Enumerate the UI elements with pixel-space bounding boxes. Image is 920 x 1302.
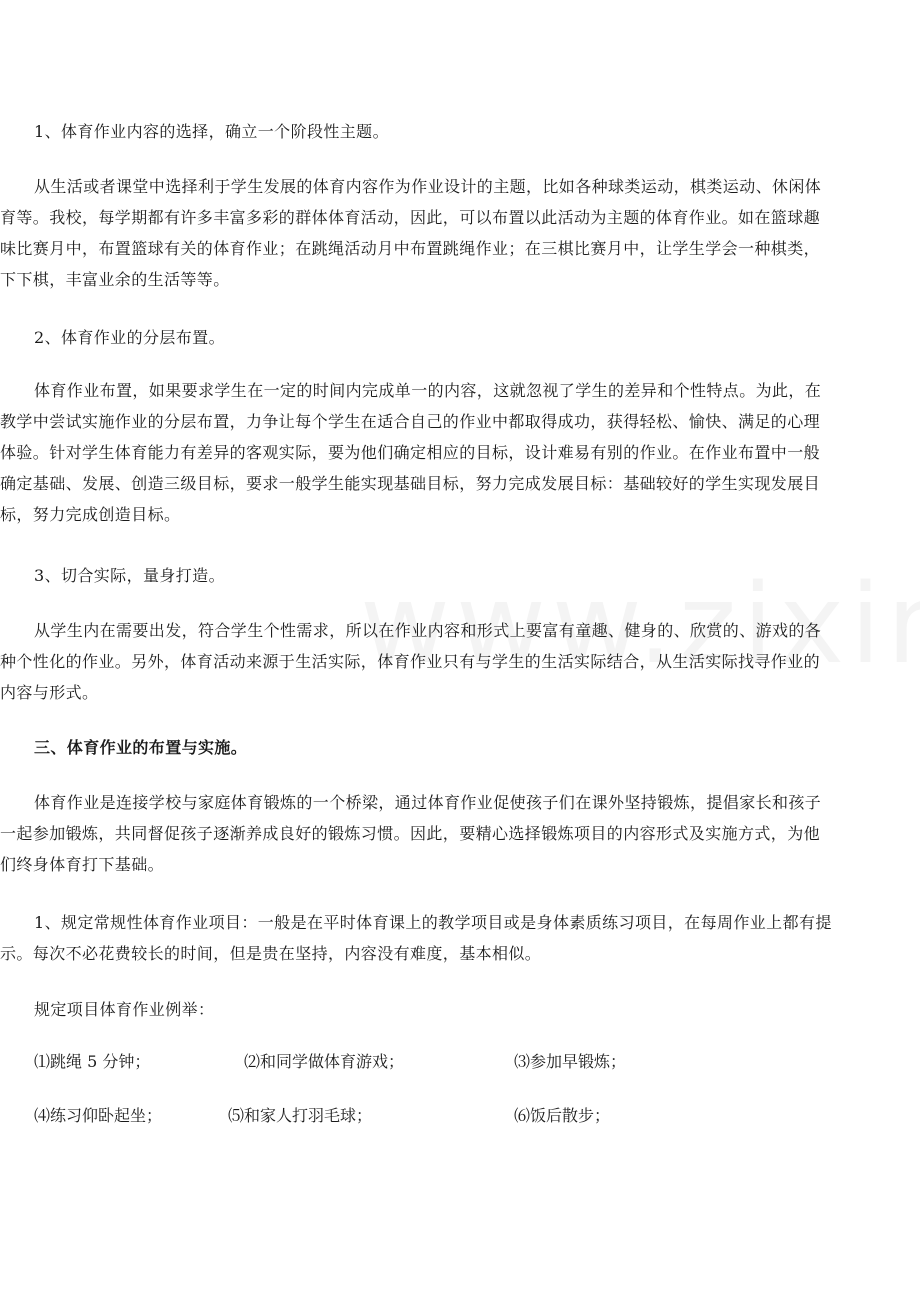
paragraph-examples-label: 规定项目体育作业例举： (34, 1000, 215, 1019)
text-line: 体育作业是连接学校与家庭体育锻炼的一个桥梁，通过体育作业促使孩子们在课外坚持锻炼，提倡家长和孩子 (34, 793, 822, 812)
example-items-row-1 (34, 1046, 894, 1077)
example-items-row-2 (34, 1100, 894, 1131)
text-line: 确定基础、发展、创造三级目标，要求一般学生能实现基础目标，努力完成发展目标：基础较好的学生实现发展目 (0, 474, 821, 493)
text-line: 标，努力完成创造目标。 (0, 505, 181, 524)
text-line: 1、规定常规性体育作业项目：一般是在平时体育课上的教学项目或是身体素质练习项目，在每周作业上都有提 (34, 913, 832, 932)
paragraph-tailored-body (0, 615, 920, 708)
paragraph-topic-selection-body (0, 171, 920, 295)
example-item: ⑷练习仰卧起坐； (34, 1106, 163, 1125)
example-item: ⑹饭后散步； (514, 1106, 611, 1125)
text-line: 从学生内在需要出发，符合学生个性需求，所以在作业内容和形式上要富有童趣、健身的、欣赏的、游戏的各 (34, 621, 822, 640)
text-line: 体验。针对学生体育能力有差异的客观实际，要为他们确定相应的目标，设计难易有别的作业。在作业布置中一般 (0, 443, 821, 462)
text-line: 从生活或者课堂中选择利于学生发展的体育内容作为作业设计的主题，比如各种球类运动，棋类运动、休闲体 (34, 177, 822, 196)
paragraph-implementation-body (0, 787, 920, 880)
text-line: 一起参加锻炼，共同督促孩子逐渐养成良好的锻炼习惯。因此，要精心选择锻炼项目的内容形式及实施方式，为他 (0, 824, 821, 843)
paragraph-topic-selection-title: 1、体育作业内容的选择，确立一个阶段性主题。 (34, 122, 389, 141)
text-line: 味比赛月中，布置篮球有关的体育作业；在跳绳活动月中布置跳绳作业；在三棋比赛月中，让学生学会一种棋类， (0, 239, 821, 258)
text-line: 育等。我校，每学期都有许多丰富多彩的群体体育活动，因此，可以布置以此活动为主题的体育作业。如在篮球趣 (0, 208, 821, 227)
text-line: 体育作业布置，如果要求学生在一定的时间内完成单一的内容，这就忽视了学生的差异和个性特点。为此，在 (34, 381, 822, 400)
text-line: 们终身体育打下基础。 (0, 855, 165, 874)
example-item: ⑵和同学做体育游戏； (244, 1052, 405, 1071)
text-line: 内容与形式。 (0, 683, 99, 702)
text-line: 种个性化的作业。另外，体育活动来源于生活实际，体育作业只有与学生的生活实际结合，从生活实际找寻作业的 (0, 652, 821, 671)
paragraph-layered-body (0, 375, 920, 530)
paragraph-routine-items (0, 907, 920, 969)
text-line: 教学中尝试实施作业的分层布置，力争让每个学生在适合自己的作业中都取得成功，获得轻松、愉快、满足的心理 (0, 412, 821, 431)
paragraph-layered-title: 2、体育作业的分层布置。 (34, 328, 225, 347)
example-item: ⑴跳绳 5 分钟； (34, 1052, 151, 1071)
text-line: 下下棋，丰富业余的生活等等。 (0, 270, 230, 289)
paragraph-tailored-title: 3、切合实际，量身打造。 (34, 566, 225, 585)
section-heading-3: 三、体育作业的布置与实施。 (34, 738, 248, 757)
example-item: ⑶参加早锻炼； (514, 1052, 627, 1071)
example-item: ⑸和家人打羽毛球； (228, 1106, 373, 1125)
text-line: 示。每次不必花费较长的时间，但是贵在坚持，内容没有难度，基本相似。 (0, 944, 542, 963)
